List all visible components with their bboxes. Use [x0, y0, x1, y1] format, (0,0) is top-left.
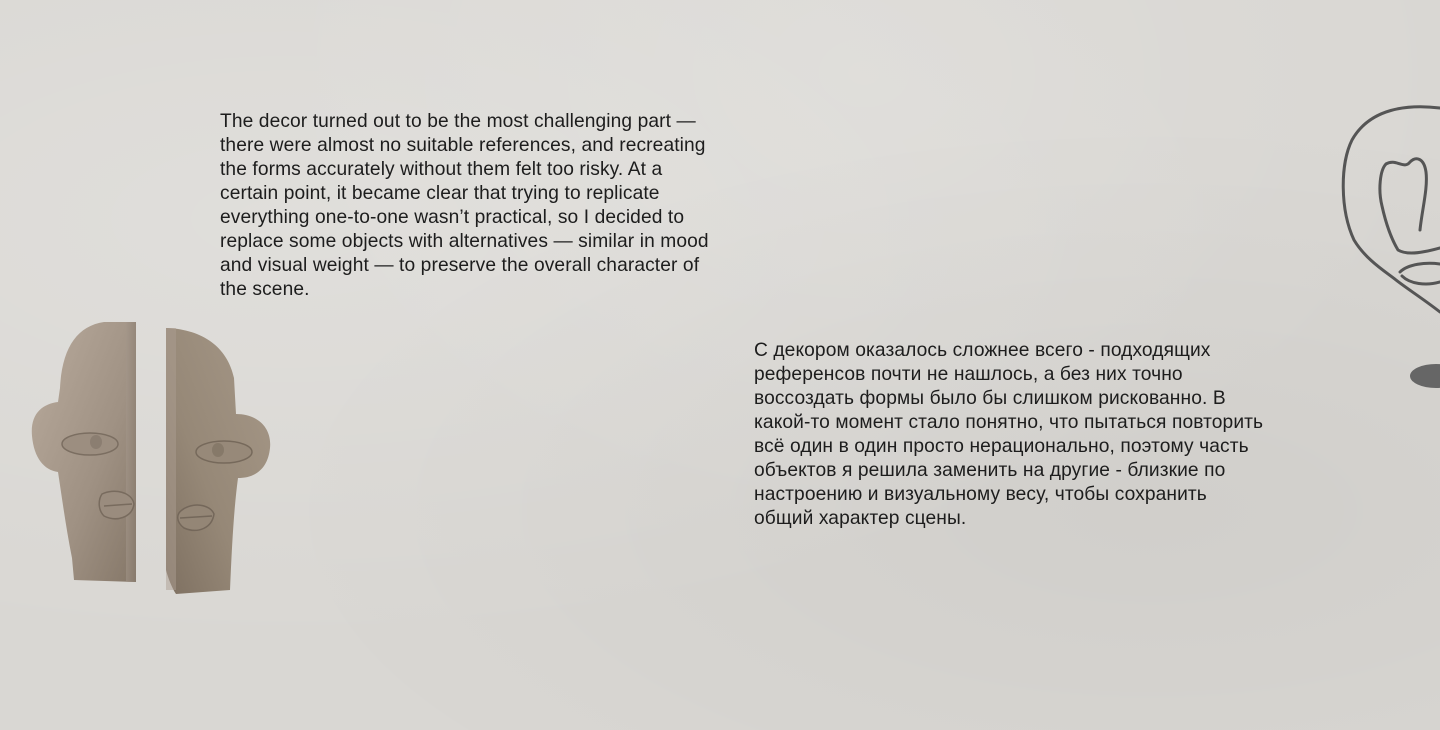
face-line-art-icon — [1336, 100, 1440, 400]
split-face-sculpture-icon — [22, 318, 282, 598]
russian-paragraph: С декором оказалось сложнее всего - подходящих референсов почти не нашлось, а без них точно воссоздать формы было бы слишком рискованно. В какой-то момент стало понятно, что пытаться повторить всё один в один просто нерационально, поэтому часть объектов я решила заменить на другие - близкие по настроению и визуальному весу, чтобы сохранить общий характер сцены. — [754, 340, 1264, 529]
english-paragraph: The decor turned out to be the most challenging part — there were almost no suitable references, and recreating the forms accurately without them felt too risky. At a certain point, it became clear that trying to replicate everything one-to-one wasn’t practical, so I decided to replace some objects with alternatives — similar in mood and visual weight — to preserve the overall character of the scene. — [220, 111, 709, 300]
